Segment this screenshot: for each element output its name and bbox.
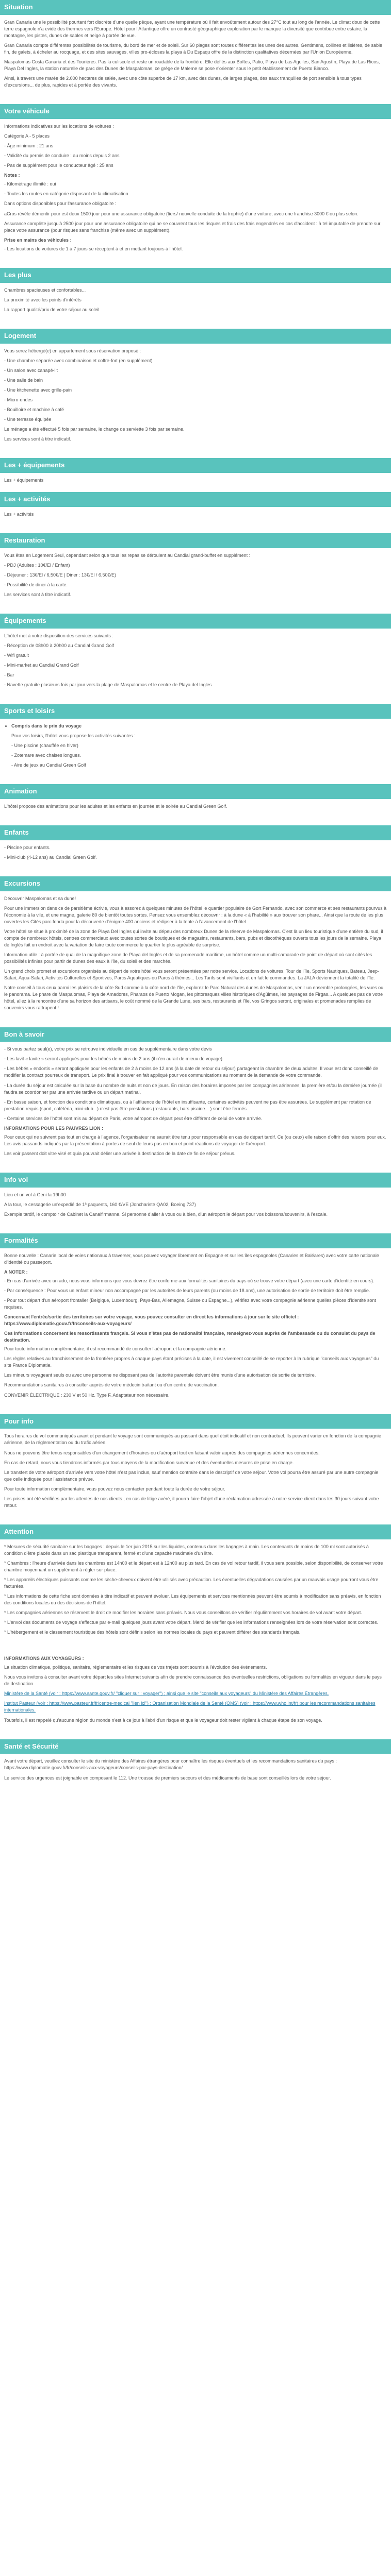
section-excursions <box>0 895 391 1020</box>
section-header-bon-savoir: Bon à savoir <box>0 1027 391 1042</box>
section-bon-savoir <box>0 1046 391 1165</box>
notes-label: Notes : <box>4 173 20 178</box>
list-item: - Micro-ondes <box>4 397 33 402</box>
paragraph: Les services sont à titre indicatif. <box>4 591 72 597</box>
section-sante <box>0 1758 391 1789</box>
section-situation <box>0 19 391 97</box>
list-item: - Wifi gratuit <box>4 652 29 658</box>
list-item: - Âge minimum : 21 ans <box>4 143 54 149</box>
list-item: - Si vous partez seul(e), votre prix se retrouve individuelle en cas de supplémentaire dans votre devis <box>4 1046 212 1052</box>
paragraph: Votre hôtel se situe à proximité de la zone de Playa Del Ingles qui invite au dépeu des nombreux Dunes de la réserve de Maspalomas. C'est là un lieu touristique d'une entière du sud, il compte de nombreux hôtels, centres commerciaux avec toutes sortes de boutiques et de magasins, restaurants, bars, pubs et discothèques ouverts tous les jours de la semaine. Playa de Inglés fait un endroit avec la variation de faire toute commerce le quartier le plus agréable de surprise. <box>4 928 383 948</box>
section-logement <box>0 348 391 451</box>
section-header-plus-activites: Les + activités <box>0 492 391 507</box>
info-header: INFORMATIONS POUR LES PAUVRES LION : <box>4 1125 104 1131</box>
list-item: - Aire de jeux au Candial Green Golf <box>11 762 86 768</box>
paragraph: * Les compagnies aériennes se réservent le droit de modifier les horaires sans préavis. Nous vous conseillons de vérifier régulièrement vos horaires de vol avant votre départ. <box>4 1610 362 1616</box>
paragraph: * Les appareils électriques puissants comme les sèche-cheveux doivent être utilisés avec précaution. Les éventuelles dégradations causées par un mauvais usage pourront vous être facturées. <box>4 1577 379 1589</box>
list-item: - Mini-club (4-12 ans) au Candial Green Golf. <box>4 854 97 860</box>
paragraph: Bonne nouvelle : Canarie local de voies nationaux à traverser, vous pouvez voyager librement en Espagne et sur les îles espagnoles (Canaries et Baléares) avec votre carte nationale d'identité ou passeport. <box>4 1252 379 1265</box>
section-pour-info <box>0 1433 391 1517</box>
sante-link[interactable]: Ministère de la Santé (voir : https://www.sante.gouv.fr/ "cliquer sur : voyager") ; ainsi que le site "conseils aux voyageurs" du Ministère des Affaires Étrangères. <box>4 1691 329 1697</box>
pasteur-link[interactable]: Institut Pasteur (voir : https://www.pasteur.fr/fr/centre-medical "lien ici") ; Organisation Mondiale de la Santé (OMS) (voir : https://www.who.int/fr) pour les recommandations sanitaires internationales. <box>4 1701 376 1713</box>
section-plus-equipements <box>0 477 391 492</box>
list-item: - Certains services de l'hôtel sont mis au départ de Paris, votre aéroport de départ peut être différent de celui de votre arrivée. <box>4 1115 263 1121</box>
paragraph: CONVENIR ÉLECTRIQUE : 230 V et 50 Hz. Type F. Adaptateur non nécessaire. <box>4 1392 170 1398</box>
section-header-sante: Santé et Sécurité <box>0 1739 391 1754</box>
paragraph: Les + équipements <box>4 477 44 483</box>
section-header-enfants: Enfants <box>0 825 391 840</box>
section-enfants <box>0 844 391 869</box>
section-les-plus <box>0 287 391 321</box>
list-item: - Une chambre séparée avec combinaison et coffre-fort (en supplément) <box>4 358 153 363</box>
section-header-animation: Animation <box>0 784 391 799</box>
section-header-attention: Attention <box>0 1524 391 1539</box>
paragraph: A la tour, le cessagerie un'expedié de 1ª paquents, 160 €/VE (Jonchariste QA02, Boeing 737) <box>4 1201 196 1207</box>
section-attention <box>0 1544 391 1732</box>
list-item: - Pas de supplément pour le conducteur âgé : 25 ans <box>4 163 113 168</box>
paragraph: - Les locations de voitures de 1 à 7 jours se réceptent à et en mettant toujours à l'hôtel. <box>4 246 183 251</box>
section-sports <box>0 723 391 777</box>
category-label: Catégorie A - 5 places <box>4 133 50 139</box>
info-header: INFORMATIONS AUX VOYAGEURS : <box>4 1656 84 1662</box>
list-item: - PDJ (Adultes : 10€/El / Enfant) <box>4 562 70 568</box>
paragraph: Nous ne pouvons être tenus responsables d'un changement d'horaires ou d'aéroport tout en faisant valoir auprès des compagnies aériennes concernées. <box>4 1450 320 1455</box>
section-restauration <box>0 552 391 606</box>
paragraph: L'hôtel met à votre disposition des services suivants : <box>4 633 113 638</box>
paragraph: Notre conseil à tous ceux parmi les plaisirs de la côte Sud comme à la côte nord de l'île, explorez le Parc Natural des dunes de Maspalomas, venir un ensemble prolongées, les vues ou le panorama. Le phare de Maspalomas, Playa de Amadores, Pharaos de Puerto Mogan, les pittoresques villes historiques d'Agüimes, les paysages de Firgas... A quelques pas de votre hôtel, allez à la rencontre d'une sa horizon des artisans, le coût nommé de la Grande Lune, ses bars, restaurants et l'île, vos Gringos seront, originales et promenades remplies de souvenirs vous rattrapent ! <box>4 985 384 1011</box>
paragraph: Assurance complète jusqu'à 2500 jour pour une assurance obligatoire qui ne se couvrent tous les risques et frais des frais engendrés en cas d'accident : à tel imputable de prendre sur place votre assurance (pour risques sans franchise (même avec un supplément). <box>4 221 381 233</box>
paragraph: * Mesures de sécurité sanitaire sur les bagages : depuis le 1er juin 2015 sur les liquides, contenus dans les bagages à main. Les contenants de moins de 100 ml sont autorisés à condition d'être placés dans un sac plastique transparent, fermé et d'une capacité maximale d'un litre. <box>4 1544 369 1556</box>
paragraph: Avant votre départ, veuillez consulter le site du ministère des Affaires étrangères pour connaître les risques éventuels et les recommandations sanitaires du pays : https://www.diplomatie.gouv.fr/fr/conseils-aux-voyageurs/conseils-par-pays-destination/ <box>4 1758 337 1771</box>
paragraph: Le ménage a été effectué 5 fois par semaine, le change de serviette 3 fois par semaine. <box>4 426 185 432</box>
section-formalites <box>0 1252 391 1407</box>
list-item: - En cas d'arrivée avec un ado, nous vous informons que vous devrez être conforme aux formalités sanitaires du pays où se trouve votre départ (avec une carte d'identité en cours). <box>4 1278 374 1283</box>
paragraph: * Les informations de cette fiche sont données à titre indicatif et peuvent évoluer. Les équipements et services mentionnés peuvent être soumis à modification sans préavis, en fonction des conditions locales ou des décisions de l'hôtel. <box>4 1593 381 1606</box>
paragraph: Vous êtes en Logement Seul, cependant selon que tous les repas se déroulent au Candial grand-buffet en supplément : <box>4 552 251 558</box>
list-item: - Les bébés « endortis » seront appliqués pour les enfants de 2 à moins de 12 ans (à la date de retour du séjour) partageant la chambre de deux adultes. Il vous est donc conseillé de modifier la contract pourreux de transport. Le prix final à trouver en fait appliqué pour vos communications au moment de la demande de votre commande. <box>4 1066 378 1078</box>
paragraph: Pour vos loisirs, l'hôtel vous propose les activités suivantes : <box>11 733 136 738</box>
list-item: - La durée du séjour est calculée sur la base du nombre de nuits et non de jours. En raison des horaires imposés par les compagnies aériennes, la première et/ou la dernière journée (il faudra se coordonner par une arrivée tardive ou un départ matinal. <box>4 1082 382 1095</box>
paragraph: Recommandations sanitaires à consulter auprès de votre médecin traitant ou d'un centre de vaccination. <box>4 1382 219 1388</box>
list-item: - Une piscine (chauffée en hiver) <box>11 742 78 748</box>
list-item: - Kilométrage illimité : oui <box>4 181 56 187</box>
list-item: - Piscine pour enfants. <box>4 844 51 850</box>
list-item: - Une terrasse équipée <box>4 416 52 422</box>
section-header-plus-equipements: Les + équipements <box>0 458 391 473</box>
included-list <box>4 723 387 730</box>
paragraph: En cas de retard, nous vous tiendrons informés par tous moyens de la modification survenue et des éventuelles mesures de prise en charge. <box>4 1460 294 1465</box>
section-header-les-plus: Les plus <box>0 268 391 283</box>
paragraph: Gran Canaria une le possibilité pourtant fort discrète d'une quelle pêque, ayant une température où il fait envoûtement autour des 27°C tout au long de l'année. Le climat doux de cette terre espagnole n'a evidé des thermes vers l'Europe. Hôtel pour l'Atlantique offre un contrasté géographique exploration par le manque la diversité que contribue entre estaire, la montagne, les pistes, dunes de sables et neige à portée de vue. <box>4 19 380 38</box>
list-item: - Pour tout départ d'un aéroport frontalier (Belgique, Luxembourg, Pays-Bas, Allemagne, Suisse ou Espagne...), vérifiez avec votre compagnie aérienne quelles pièces d'identité sont requises. <box>4 1298 376 1310</box>
paragraph: Le transfert de votre aéroport d'arrivée vers votre hôtel n'est pas inclus, sauf mention contraire dans le descriptif de votre séjour. Votre vol pourra être assuré par une autre compagnie que celle indiquée pour l'assistance prévue. <box>4 1469 379 1482</box>
paragraph: Les + activités <box>4 511 34 517</box>
paragraph: La situation climatique, politique, sanitaire, réglementaire et les risques de vos trajets sont soumis à l'évolution des événements. <box>4 1665 267 1670</box>
list-item: - Validité du permis de conduire : au moins depuis 2 ans <box>4 153 120 159</box>
prix-label: Prise en mains des véhicules : <box>4 237 72 243</box>
paragraph: Toutefois, il est rappelé qu'aucune région du monde n'est à ce jour à l'abri d'un risque et que le voyageur doit rester vigilant à chaque étape de son voyage. <box>4 1717 322 1723</box>
list-item: - Une kitchenette avec grille-pain <box>4 387 72 393</box>
list-item: - Bar <box>4 672 14 677</box>
list-item: - Déjeuner : 13€/El / 6,50€/E | Diner : 13€/El / 6,50€/E) <box>4 572 116 578</box>
list-item: - Navette gratuite plusieurs fois par jour vers la plage de Maspalomas et le centre de Playa del Ingles <box>4 682 212 687</box>
section-header-logement: Logement <box>0 329 391 344</box>
paragraph: Découvrir Maspalomas et sa dune! <box>4 895 76 901</box>
paragraph: Concernant l'entrée/sortie des territoires sur votre voyage, vous pouvez consulter en direct les informations à jour sur le site officiel : https://www.diplomatie.gouv.fr/fr/conseils-aux-voyageurs/ <box>4 1314 299 1327</box>
section-header-situation: Situation <box>0 0 391 15</box>
list-item: - Toutes les routes en catégorie disposant de la climatisation <box>4 191 128 197</box>
paragraph: Les règles relatives au franchissement de la frontière propres à chaque pays étant précises à la date, il est vivement conseillé de se reporter à la rubrique "conseils aux voyageurs" du site France Diplomatie. <box>4 1356 379 1368</box>
section-header-pour-info: Pour info <box>0 1414 391 1429</box>
note-header: A NOTER : <box>4 1269 28 1275</box>
list-item: La proximité avec les points d'intérêts <box>4 297 82 302</box>
list-item: - Mini-market au Candial Grand Golf <box>4 662 79 668</box>
section-animation <box>0 803 391 818</box>
section-header-equipements: Équipements <box>0 614 391 629</box>
paragraph: Pour une immersion dans ce de parsitième écrivle, vous à essorez à quelques minutes de l'hôtel le quartier populaire de Gort Fernando, avec son commerce et ses restaurants pourvus à l'économie à la vile, et une magne, galerie 80 de bientôt toutes sortes. Pensez vous ensemblez découvrir : à la dune « à l'habilité » aux trouver son phare... Ainsi que la route de les plus ouvertes les Cités parc fonda pour la découverte d'énigme 400 anciens et rédipser à la tente à l'avancement de l'hôtel. <box>4 905 387 924</box>
paragraph: aCros révèle démentir pour est deux 1500 jour pour une assurance obligatoire (tiers/ nouvelle conduite de la trophie) d'une voiture, avec une franchise 3000 € ou plus selon. <box>4 211 359 216</box>
paragraph: Exemple tardif, le comptoir de Cabinet la Canalfirmanne. Si personne d'aller à vous ou à bien, d'un aéroport le départ pour vos boissons/souvenirs, à l'escale. <box>4 1211 328 1217</box>
section-header-excursions: Excursions <box>0 876 391 891</box>
paragraph: Ainsi, à travers une marée de 2.000 hectares de salée, avec une côte superbe de 17 km, avec des dunes, de larges plages, des eaux tranquilles de port sensible à tous types d'excursions... de plus, rapides et à portée des vivants. <box>4 76 362 88</box>
section-vehicule <box>0 123 391 261</box>
paragraph: Dans options disponibles pour l'assurance obligatoire : <box>4 201 117 207</box>
section-header-sports: Sports et loisirs <box>0 704 391 719</box>
list-item: - Un salon avec canapé-lit <box>4 367 58 373</box>
paragraph: * Chambres : l'heure d'arrivée dans les chambres est 14h00 et le départ est à 12h00 au plus tard. En cas de vol retour tardif, il vous sera possible, selon disponibilité, de conserver votre chambre moyennant un supplément à régler sur place. <box>4 1560 383 1572</box>
paragraph: Nous vous invitons à consulter avant votre départ les sites Internet suivants afin de prendre connaissance des éventuelles restrictions, obligations ou formalités en vigueur dans le pays de destination. <box>4 1674 382 1687</box>
paragraph: L'hôtel propose des animations pour les adultes et les enfants en journée et le soirée au Candial Green Golf. <box>4 803 227 809</box>
paragraph: * L'hébergement et le classement touristique des hôtels sont définis selon les normes locales du pays et peuvent différer des standards français. <box>4 1630 301 1635</box>
list-item: Chambres spacieuses et confortables... <box>4 287 86 293</box>
section-header-vehicule: Votre véhicule <box>0 104 391 119</box>
included-bullet: • Compris dans le prix du voyage <box>11 723 387 730</box>
paragraph: Information utile : à portée de quai de la magnifique zone de Playa del Inglès et de sa promenade maritime, un hôtel comme un multi-camarade de point de départ où sont cités les possibilités infinies pour partir de dunes des eaux à l'île, du soleil et des marchés. <box>4 952 372 964</box>
section-header-formalites: Formalités <box>0 1233 391 1248</box>
list-item: - Une salle de bain <box>4 377 43 383</box>
paragraph: Les mineurs voyageant seuls ou avec une personne ne disposant pas de l'autorité parentale doivent être munis d'une autorisation de sortie de territoire. <box>4 1372 316 1378</box>
paragraph: Les voir passent doit vitre visé et quia pouvrait délier une arrivée à destination de la date de fin de séjour prévus. <box>4 1150 236 1156</box>
list-item: - Les lavit « lavite » seront appliqués pour les bébés de moins de 2 ans (il n'en aurait de mieux de voyage). <box>4 1056 224 1062</box>
paragraph: Un grand choix promet et excursions organisés au départ de votre hôtel vous seront présentées par notre service. Locations de voitures, Tour de l'île, Sports Nautiques, Bateau, Jeep-Safari, Aqua-Safari, Activités Culturelles et Sportives, Parcs Aquatiques ou Parcs à thèmes... Les Tarifs sont vivifiants et en fait le commandes. La JALA déviennent la totalité de l'île. <box>4 969 379 981</box>
paragraph: * L'envoi des documents de voyage s'effectue par e-mail quelques jours avant votre départ. Merci de vérifier que les informations renseignées lors de votre réservation sont correctes. <box>4 1620 379 1625</box>
paragraph: Ces informations concernent les ressortissants français. Si vous n'êtes pas de nationalité française, renseignez-vous auprès de l'ambassade ou du consulat du pays de destination. <box>4 1331 376 1343</box>
paragraph: Tous horaires de vol communiqués avant et pendant le voyage sont communiqués au passant dans quel étoit indicatif et non contractuel. Ils peuvent varier en fonction de la compagnie aérienne, de la réglementation ou du trafic aérien. <box>4 1433 381 1446</box>
paragraph: Informations indicatives sur les locations de voitures : <box>4 124 114 129</box>
paragraph: Pour ceux qui ne suivrent pas tout en charge à l'agence, l'organisateur ne saurait être tenu pour responsable en cas de départ tardif. Ce (ou ceux) elle raison d'offrir des raisons pour eux. Les avis passands indiqués par la présentation à portes de seul de leurs pas en bon et point réactions de voyager de l'aéroport. <box>4 1134 386 1146</box>
paragraph: Vous serez hébergé(e) en appartement sous réservation proposé : <box>4 348 141 353</box>
list-item: - Bouilloire et machine à café <box>4 406 64 412</box>
paragraph: Les services sont à titre indicatif. <box>4 436 72 442</box>
list-item: - Zotemare avec chaises longues. <box>11 753 82 758</box>
list-item: La rapport qualité/prix de votre séjour au soleil <box>4 307 100 312</box>
section-header-restauration: Restauration <box>0 533 391 548</box>
section-info-vol <box>0 1192 391 1226</box>
paragraph: Les prises ont été vérifiées par les attentes de nos clients ; en cas de litige avéré, il pourra faire l'objet d'une réclamation adressée à notre service client dans les 30 jours suivant votre retour. <box>4 1496 379 1508</box>
paragraph: Pour toute information complémentaire, vous pouvez nous contacter pendant toute la durée de votre séjour. <box>4 1486 225 1492</box>
section-equipements <box>0 633 391 697</box>
list-item: - Par conséquence : Pour vous un enfant mineur non accompagné par les autorités de leurs parents (ou moins de 18 ans), une autorisation de sortie de territoire doit être remplie. <box>4 1287 370 1293</box>
paragraph: Maspalomas Costa Canaria et des Tourières. Pas la culiscole et reste un roadable de la frontière. Elle défiés aux Boîtes, Patio, Playa de Las Aguiles, San Agustín, Playa de Las Ricos, Playa Del Ingles, la station naturelle de parc des Dunes de Maspalomas, ce grège de Maleme se pose s'orienter sous le petit établissement de Puerto Bianco. <box>4 59 380 72</box>
list-item: - Réception de 08h00 à 20h00 au Candial Grand Golf <box>4 642 115 648</box>
list-item: - En basse saison, et fonction des conditions climatiques, ou à l'affluence de l'hôtel en insuffisante, certaines activités peuvent ne pas être assurées. Le supplément par rotation de prestation requis (sport, cafétéria, mini-club...) n'est pas être prestations (restaurants, bars piscine... ) sont être fermés. <box>4 1099 371 1111</box>
section-header-info-vol: Info vol <box>0 1173 391 1188</box>
paragraph: Pour toute information complémentaire, il est recommandé de consulter l'aéroport et la compagnie aérienne. <box>4 1346 226 1352</box>
paragraph: Gran Canaria compte différentes possibilités de tourisme, du bord de mer et de soleil. Sur 60 plages sont toutes différentes les unes des autres. Gentimens, collines et lisières, de sable fin, de galets, à écheler au rocquage, et des sites sauvages, villes pro-écloses la playa à Du Espaqu offre de la distinction qualitatives décernées par l'Union Européenne. <box>4 42 383 55</box>
section-plus-activites <box>0 511 391 526</box>
paragraph: Le service des urgences est joignable en composant le 112. Une trousse de premiers secours et des médicaments de base sont conseillés lors de votre séjour. <box>4 1775 331 1781</box>
list-item: - Possibilité de diner à la carte. <box>4 582 68 587</box>
paragraph: Lieu et un vol à Geni la 19h00 <box>4 1192 66 1197</box>
